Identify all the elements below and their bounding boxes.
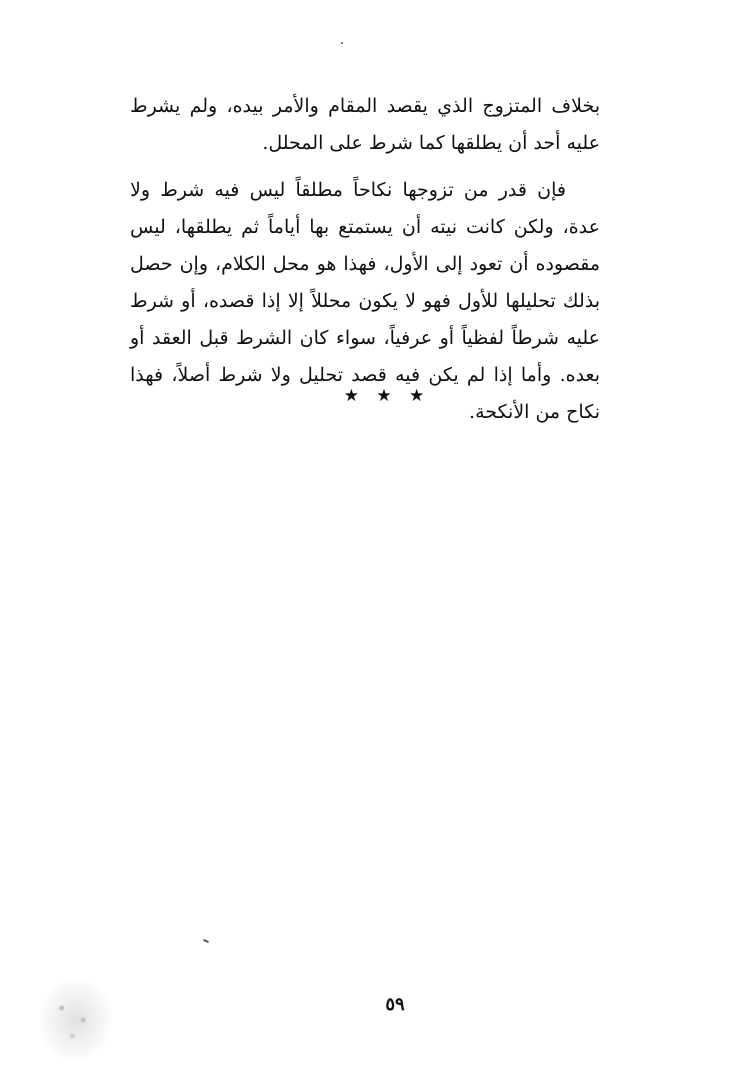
paragraph-2: فإن قدر من تزوجها نكاحاً مطلقاً ليس فيه شرط ولا عدة، ولكن كانت نيته أن يستمتع بها أياماً ثم يطلقها، ليس مقصوده أن تعود إلى الأول، فهذا هو محل الكلام، وإن حصل بذلك تحليلها للأول فهو لا يكون محللاً إلا إذا قصده، أو شرط عليه شرطاً لفظياً أو عرفياً، سواء كان الشرط قبل العقد أو بعده. وأما إذا لم يكن فيه قصد تحليل ولا شرط أصلاً، فهذا نكاح من الأنكحة. [130, 179, 600, 423]
scan-smudge [40, 980, 112, 1060]
paragraph-1: بخلاف المتزوج الذي يقصد المقام والأمر بيده، ولم يشرط عليه أحد أن يطلقها كما شرط على المحلل. [130, 95, 600, 154]
page-number: ٥٩ [385, 994, 405, 1015]
main-text [130, 88, 600, 431]
section-separator: ★ ★ ★ [343, 386, 431, 406]
scan-speck [203, 939, 209, 943]
scan-speck [341, 42, 343, 44]
